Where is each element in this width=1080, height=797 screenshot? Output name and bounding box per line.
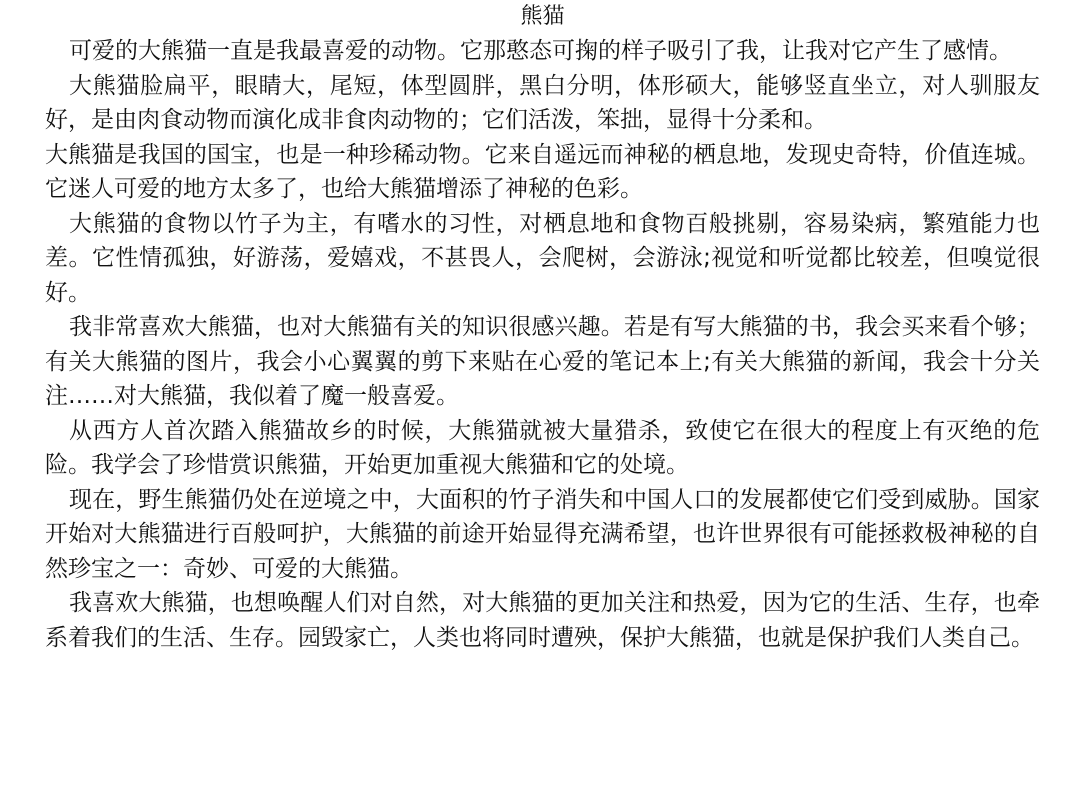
paragraph-1: 可爱的大熊猫一直是我最喜爱的动物。它那憨态可掬的样子吸引了我，让我对它产生了感情。 — [69, 38, 1012, 64]
paragraph-4: 大熊猫的食物以竹子为主，有嗜水的习性，对栖息地和食物百般挑剔，容易染病，繁殖能力也差。它性情孤独，好游荡，爱嬉戏，不甚畏人，会爬树，会游泳;视觉和听觉都比较差，但嗅觉很好。 — [45, 210, 1040, 306]
paragraph-8: 我喜欢大熊猫，也想唤醒人们对自然，对大熊猫的更加关注和热爱，因为它的生活、生存，也牵系着我们的生活、生存。园毁家亡，人类也将同时遭殃，保护大熊猫，也就是保护我们人类自己。 — [45, 590, 1040, 651]
paragraph-2: 大熊猫脸扁平，眼睛大，尾短，体型圆胖，黑白分明，体形硕大，能够竖直坐立，对人驯服友好，是由肉食动物而演化成非食肉动物的；它们活泼，笨拙，显得十分柔和。 — [45, 72, 1040, 133]
paragraph-5: 我非常喜欢大熊猫，也对大熊猫有关的知识很感兴趣。若是有写大熊猫的书，我会买来看个够；有关大熊猫的图片，我会小心翼翼的剪下来贴在心爱的笔记本上;有关大熊猫的新闻，我会十分关注……对大熊猫，我似着了魔一般喜爱。 — [45, 314, 1040, 409]
paragraph-3: 大熊猫是我国的国宝，也是一种珍稀动物。它来自遥远而神秘的栖息地，发现史奇特，价值连城。它迷人可爱的地方太多了，也给大熊猫增添了神秘的色彩。 — [45, 141, 1040, 202]
document-title: 熊猫 — [520, 4, 565, 29]
paragraph-7: 现在，野生熊猫仍处在逆境之中，大面积的竹子消失和中国人口的发展都使它们受到威胁。国家开始对大熊猫进行百般呵护，大熊猫的前途开始显得充满希望，也许世界很有可能拯救极神秘的自然珍宝之一：奇妙、可爱的大熊猫。 — [45, 486, 1040, 582]
paragraph-6: 从西方人首次踏入熊猫故乡的时候，大熊猫就被大量猎杀，致使它在很大的程度上有灭绝的危险。我学会了珍惜赏识熊猫，开始更加重视大熊猫和它的处境。 — [45, 417, 1040, 478]
